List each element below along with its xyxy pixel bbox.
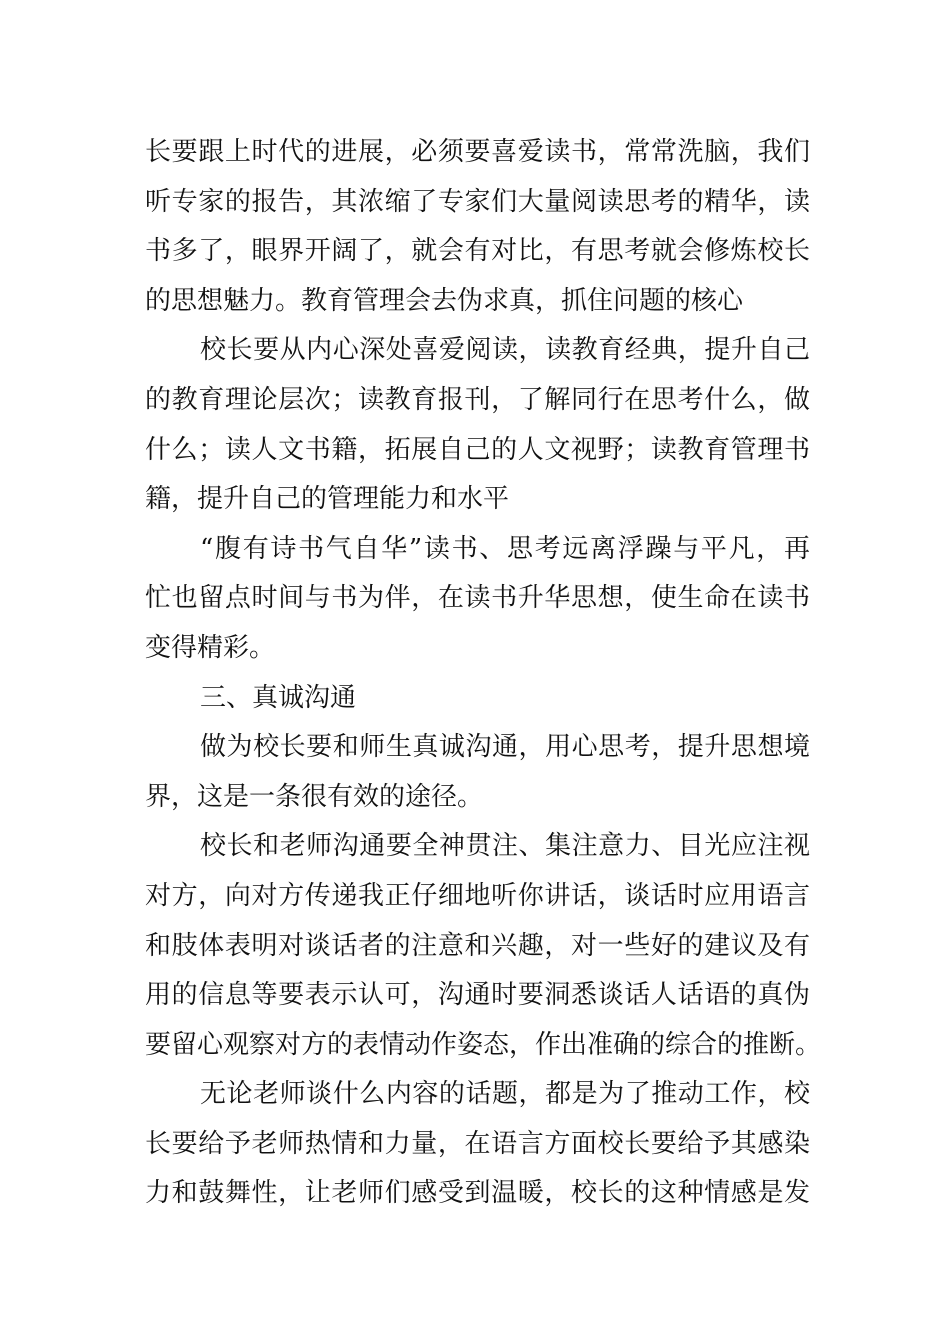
text-line: 校长和老师沟通要全神贯注、集注意力、目光应注视 bbox=[200, 831, 810, 862]
text-line: 力和鼓舞性，让老师们感受到温暖，校长的这种情感是发 bbox=[145, 1178, 810, 1209]
text-line: 书多了，眼界开阔了，就会有对比，有思考就会修炼校长 bbox=[145, 236, 810, 267]
paragraph bbox=[145, 128, 810, 326]
text-line: 界，这是一条很有效的途径。 bbox=[145, 781, 484, 812]
paragraph bbox=[145, 674, 810, 724]
text-line: 长要跟上时代的进展，必须要喜爱读书，常常洗脑，我们 bbox=[145, 137, 810, 167]
text-line: 和肢体表明对谈话者的注意和兴趣，对一些好的建议及有 bbox=[145, 930, 810, 961]
paragraph bbox=[145, 326, 810, 524]
text-line: 长要给予老师热情和力量，在语言方面校长要给予其感染 bbox=[145, 1128, 810, 1159]
document-body bbox=[145, 128, 822, 1219]
text-line: 变得精彩。 bbox=[145, 632, 276, 663]
paragraph bbox=[145, 723, 810, 822]
paragraph bbox=[145, 1070, 810, 1219]
text-line: 校长要从内心深处喜爱阅读，读教育经典，提升自己 bbox=[200, 335, 810, 366]
text-line: 听专家的报告，其浓缩了专家们大量阅读思考的精华，读 bbox=[145, 186, 810, 217]
text-line: 要留心观察对方的表情动作姿态，作出准确的综合的推断。 bbox=[145, 1029, 822, 1060]
paragraph bbox=[145, 525, 810, 674]
text-line: 的教育理论层次；读教育报刊，了解同行在思考什么，做 bbox=[145, 384, 810, 415]
text-line: 无论老师谈什么内容的话题，都是为了推动工作，校 bbox=[200, 1079, 810, 1110]
text-line: 三、真诚沟通 bbox=[200, 682, 357, 713]
text-line: 忙也留点时间与书为伴，在读书升华思想，使生命在读书 bbox=[145, 583, 810, 614]
text-line: 做为校长要和师生真诚沟通，用心思考，提升思想境 bbox=[200, 732, 810, 763]
text-line: 什么；读人文书籍，拓展自己的人文视野；读教育管理书 bbox=[145, 434, 810, 465]
text-line: 用的信息等要表示认可，沟通时要洞悉谈话人话语的真伪 bbox=[145, 980, 810, 1011]
text-line: 籍，提升自己的管理能力和水平 bbox=[145, 484, 510, 515]
text-line: “腹有诗书气自华”读书、思考远离浮躁与平凡，再 bbox=[200, 533, 810, 564]
text-line: 对方，向对方传递我正仔细地听你讲话，谈话时应用语言 bbox=[145, 880, 810, 911]
text-line: 的思想魅力。教育管理会去伪求真，抓住问题的核心 bbox=[145, 285, 744, 316]
paragraph bbox=[145, 822, 822, 1070]
